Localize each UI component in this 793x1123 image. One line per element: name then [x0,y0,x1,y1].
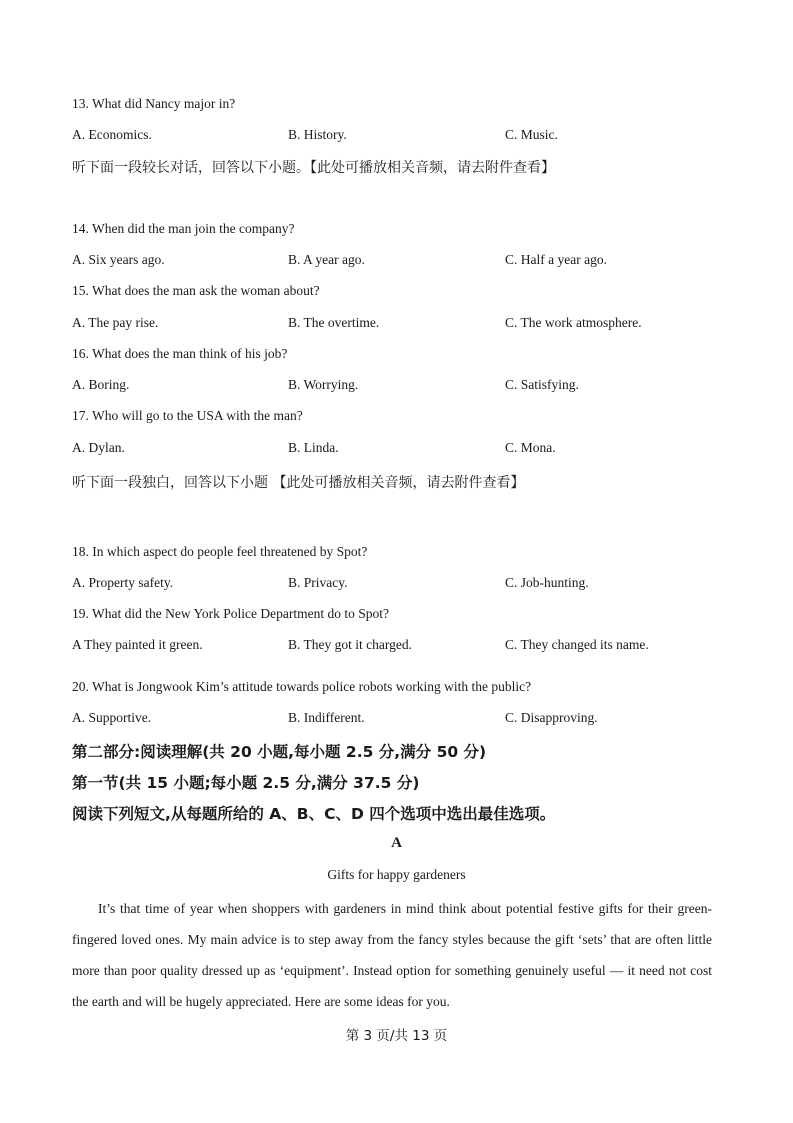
q13-option-c: C. Music. [505,127,558,142]
q14-option-a: A. Six years ago. [72,252,165,267]
q13-option-b: B. History. [288,127,347,142]
q20-option-a: A. Supportive. [72,710,152,725]
q18-option-a: A. Property safety. [72,575,174,590]
long-dialogue-instruction: 听下面一段较长对话，回答以下小题。【此处可播放相关音频，请去附件查看】 [72,160,555,176]
question-19: 19. What did the New York Police Department do to Spot? [72,606,389,621]
q19-option-b: B. They got it charged. [288,637,412,652]
question-14: 14. When did the man join the company? [72,221,295,236]
q13-option-a: A. Economics. [72,127,152,142]
q17-option-c: C. Mona. [505,440,556,455]
q15-option-c: C. The work atmosphere. [505,315,642,330]
question-15: 15. What does the man ask the woman about? [72,283,320,298]
question-20: 20. What is Jongwook Kim’s attitude towards police robots working with the public? [72,679,532,694]
q17-option-b: B. Linda. [288,440,339,455]
passage-body: It’s that time of year when shoppers with gardeners in mind think about potential festive gifts for their green-fingered loved ones. My main advice is to step away from the fancy styles because the gift ‘sets’ that are often little more than poor quality dressed up as ‘equipment’. Instead option for something genuinely useful — it need not cost the earth and will be hugely appreciated. Here are some ideas for you. [72,901,712,1009]
q15-option-b: B. The overtime. [288,315,380,330]
q14-option-b: B. A year ago. [288,252,365,267]
q14-option-c: C. Half a year ago. [505,252,607,267]
q15-option-a: A. The pay rise. [72,315,159,330]
section1-heading: 第一节(共 15 小题;每小题 2.5 分,满分 37.5 分) [72,774,420,792]
q16-option-c: C. Satisfying. [505,377,579,392]
passage-label: A [391,835,402,851]
q19-option-c: C. They changed its name. [505,637,649,652]
monologue-instruction: 听下面一段独白，回答以下小题 【此处可播放相关音频，请去附件查看】 [72,475,525,491]
question-17: 17. Who will go to the USA with the man? [72,408,303,423]
q20-option-c: C. Disapproving. [505,710,598,725]
q16-option-a: A. Boring. [72,377,130,392]
page-number: 第 3 页/共 13 页 [345,1028,448,1044]
passage-title: Gifts for happy gardeners [327,867,466,882]
q19-option-a: A They painted it green. [72,637,203,652]
question-16: 16. What does the man think of his job? [72,346,288,361]
q20-option-b: B. Indifferent. [288,710,365,725]
reading-directions: 阅读下列短文,从每题所给的 A、B、C、D 四个选项中选出最佳选项。 [72,805,556,823]
question-18: 18. In which aspect do people feel threatened by Spot? [72,544,368,559]
q18-option-c: C. Job-hunting. [505,575,589,590]
q18-option-b: B. Privacy. [288,575,348,590]
question-13: 13. What did Nancy major in? [72,96,236,111]
q17-option-a: A. Dylan. [72,440,125,455]
q16-option-b: B. Worrying. [288,377,359,392]
part2-heading: 第二部分:阅读理解(共 20 小题,每小题 2.5 分,满分 50 分) [72,743,487,761]
